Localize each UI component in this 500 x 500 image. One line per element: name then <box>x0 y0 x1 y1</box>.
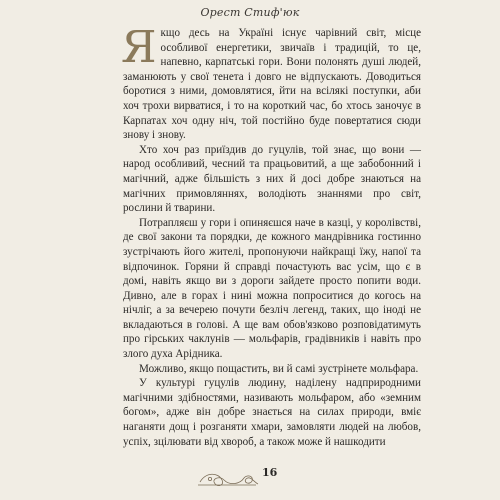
paragraph-3: Потрапляєш у гори і опиняєшся наче в казці, у королівстві, де свої закони та порядки, де кожного мандрівника гостинно зустрічають його жителі, пропонуючи найкращі їжу, напої та відпочинок. Горяни й справді почастують вас усім, що є в домі, навіть якщо ви з дороги зайдете просто попити води. Дивно, але в горах і нині можна попроситися до когось на нічліг, а за вечерею почути безліч легенд, таких, що іноді не вкладаються в голові. А ще вам обов'язково розповідатимуть про гірських чаклунів — мольфарів, градівників і навіть про злого духа Арідника. <box>123 216 421 361</box>
footer-ornament-icon <box>196 468 306 490</box>
body-text <box>121 22 421 449</box>
drop-cap: Я <box>121 22 157 73</box>
paragraph-1 <box>121 22 421 143</box>
paragraph-4: Можливо, якщо пощастить, ви й самі зустрінете мольфара. <box>139 362 419 375</box>
page-number: 16 <box>262 466 278 479</box>
running-header-author: Орест Стиф'юк <box>200 6 300 19</box>
paragraph-2: Хто хоч раз приїздив до гуцулів, той знає, що вони — народ особливий, чесний та працьовитий, а ще забобонний і магічний, адже більшість з них й досі добре знаються на магічних примовляннях, володіють знаннями про світ, рослини й тварини. <box>123 143 421 215</box>
paragraph-1-text: кщо десь на Україні існує чарівний світ, місце особливої енергетики, звичаїв і традицій, то це, напевно, карпатські гори. Вони полонять душі людей, заманюють у свої тенета і довго не відпускають. Доводиться боротися з ними, домовлятися, йти на всілякі поступки, аби хоч трохи вирватися, і то на короткий час, бо хтось заночує в Карпатах хоч одну ніч, той постійно буде повертатися сюди знову і знову. <box>123 27 421 142</box>
paragraph-5: У культурі гуцулів людину, наділену надприродними магічними здібностями, називають мольфаром, або «земним богом», адже він добре знається на силах природи, вміє наганяти дощ і розганяти хмари, замовляти людей на любов, успіх, зцілювати від хвороб, а також може й нашкодити <box>123 377 421 448</box>
